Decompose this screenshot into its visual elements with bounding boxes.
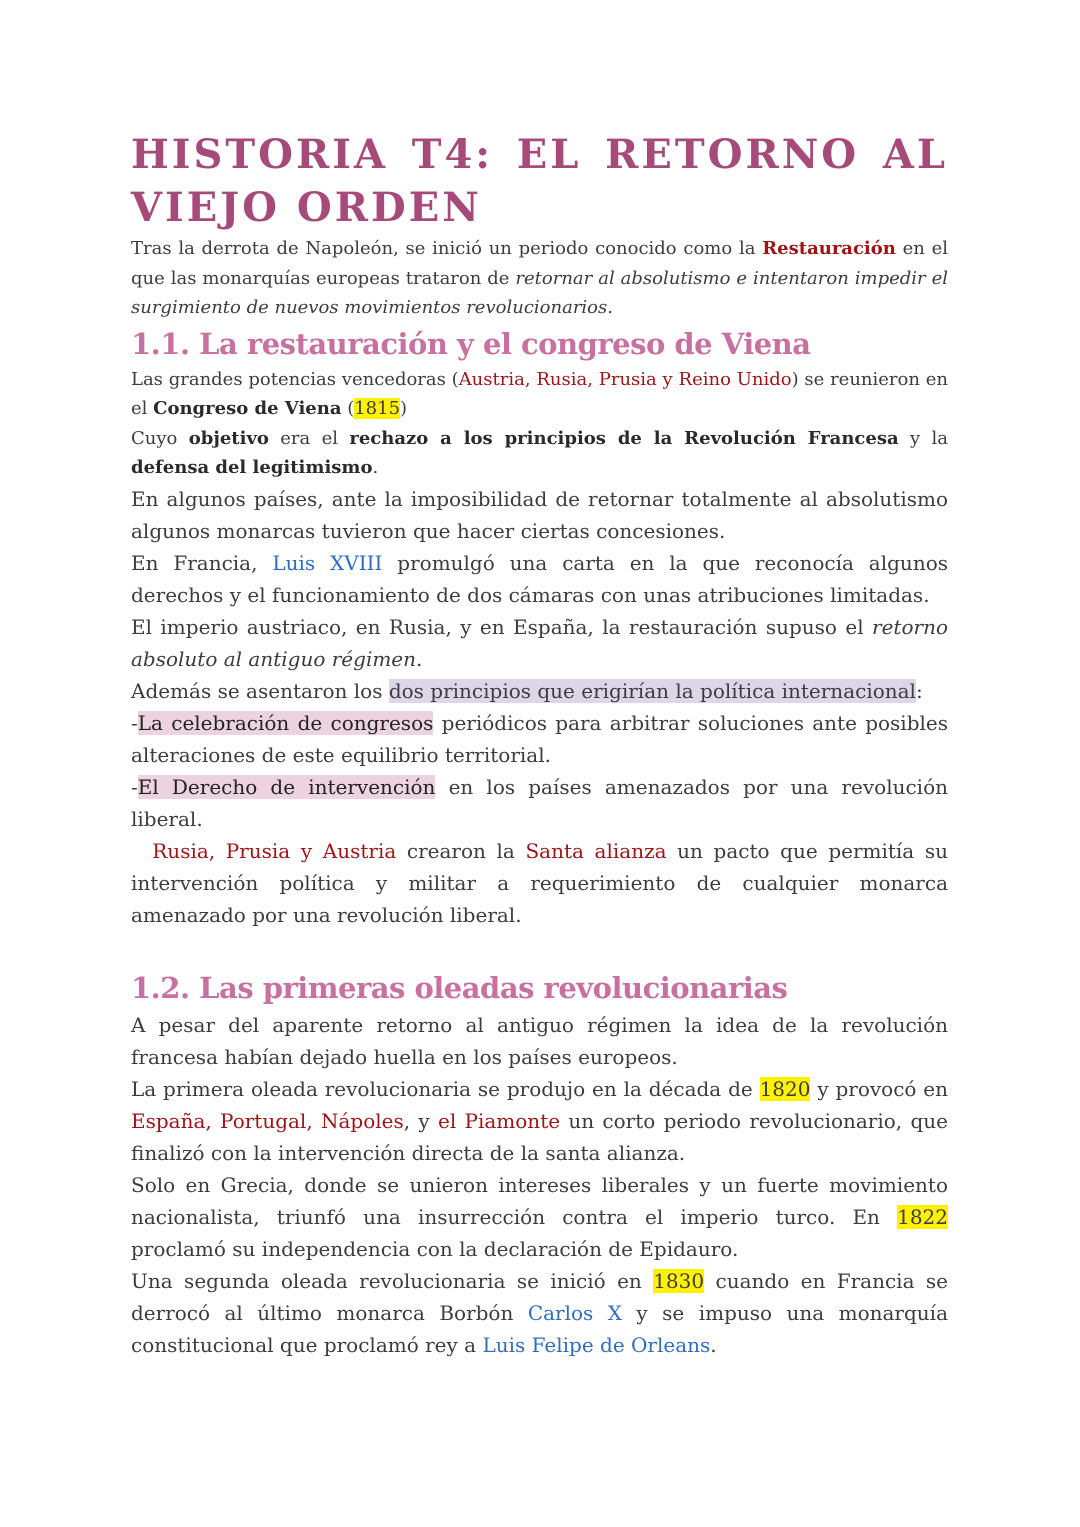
title-line-2: VIEJO ORDEN — [131, 184, 482, 231]
paragraph-potencias: Las grandes potencias vencedoras (Austria, Rusia, Prusia y Reino Unido) se reunieron en el Congreso de Viena (1815) — [131, 368, 948, 419]
paragraph-santa-alianza: Rusia, Prusia y Austria crearon la Santa alianza un pacto que permitía su intervención política y militar a requerimiento de cualquier monarca amenazado por una revolución liberal. — [131, 838, 948, 927]
highlight-intervencion: El Derecho de intervención — [137, 774, 436, 799]
term-congreso-viena: Congreso de Viena — [153, 398, 342, 419]
person-luis-xviii: Luis XVIII — [272, 550, 383, 575]
highlight-principios: dos principios que erigirían la política internacional — [388, 678, 916, 703]
paragraph-congresos: -La celebración de congresos periódicos para arbitrar soluciones ante posibles alteraciones de este equilibrio territorial. — [131, 710, 948, 767]
document-title — [131, 128, 948, 234]
paragraph-segunda-oleada: Una segunda oleada revolucionaria se inició en 1830 cuando en Francia se derrocó al último monarca Borbón Carlos X y se impuso una monarquía constitucional que proclamó rey a Luis Felipe de Orleans. — [131, 1268, 948, 1357]
country-piamonte: el Piamonte — [438, 1108, 561, 1133]
section-1-heading: 1.1. La restauración y el congreso de Viena — [131, 326, 811, 361]
section-gap — [131, 931, 948, 967]
paragraph-intervencion: -El Derecho de intervención en los países amenazados por una revolución liberal. — [131, 774, 948, 831]
person-carlos-x: Carlos X — [527, 1300, 622, 1325]
paragraph-concesiones: En algunos países, ante la imposibilidad de retornar totalmente al absolutismo algunos monarcas tuvieron que hacer ciertas concesiones. — [131, 486, 948, 543]
paragraph-huella: A pesar del aparente retorno al antiguo régimen la idea de la revolución francesa habían dejado huella en los países europeos. — [131, 1012, 948, 1069]
person-luis-felipe: Luis Felipe de Orleans — [482, 1332, 711, 1357]
countries-alianza: Rusia, Prusia y Austria — [152, 838, 397, 863]
paragraph-objetivo: Cuyo objetivo era el rechazo a los principios de la Revolución Francesa y la defensa del legitimismo. — [131, 427, 949, 478]
paragraph-francia: En Francia, Luis XVIII promulgó una carta en la que reconocía algunos derechos y el funcionamiento de dos cámaras con unas atribuciones limitadas. — [131, 550, 948, 607]
term-restauracion: Restauración — [762, 238, 896, 259]
paragraph-primera-oleada: La primera oleada revolucionaria se produjo en la década de 1820 y provocó en España, Portugal, Nápoles, y el Piamonte un corto periodo revolucionario, que finalizó con la intervención directa de la santa alianza. — [131, 1076, 949, 1165]
title-line-1: HISTORIA T4: EL RETORNO AL — [131, 131, 948, 178]
paragraph-principios: Además se asentaron los dos principios que erigirían la política internacional: — [131, 678, 923, 703]
year-1830: 1830 — [653, 1268, 705, 1293]
year-1822: 1822 — [897, 1204, 948, 1229]
countries-1820: España, Portugal, Nápoles — [131, 1108, 404, 1133]
document-page — [131, 128, 948, 1361]
intro-paragraph: Tras la derrota de Napoleón, se inició un periodo conocido como la Restauración en el que las monarquías europeas trataron de retornar al absolutismo e intentaron impedir el surgimiento de nuevos movimientos revolucionarios. — [131, 238, 948, 318]
powers-list: Austria, Rusia, Prusia y Reino Unido — [458, 368, 792, 390]
term-santa-alianza: Santa alianza — [525, 838, 667, 863]
paragraph-grecia: Solo en Grecia, donde se unieron intereses liberales y un fuerte movimiento nacionalista, triunfó una insurrección contra el imperio turco. En 1822 proclamó su independencia con la declaración de Epidauro. — [131, 1172, 948, 1261]
year-1820: 1820 — [759, 1076, 811, 1101]
paragraph-imperio: El imperio austriaco, en Rusia, y en España, la restauración supuso el retorno absoluto al antiguo régimen. — [131, 614, 948, 671]
section-2-heading: 1.2. Las primeras oleadas revolucionarias — [131, 970, 788, 1005]
year-1815: 1815 — [354, 398, 401, 419]
highlight-congresos: La celebración de congresos — [137, 710, 434, 735]
